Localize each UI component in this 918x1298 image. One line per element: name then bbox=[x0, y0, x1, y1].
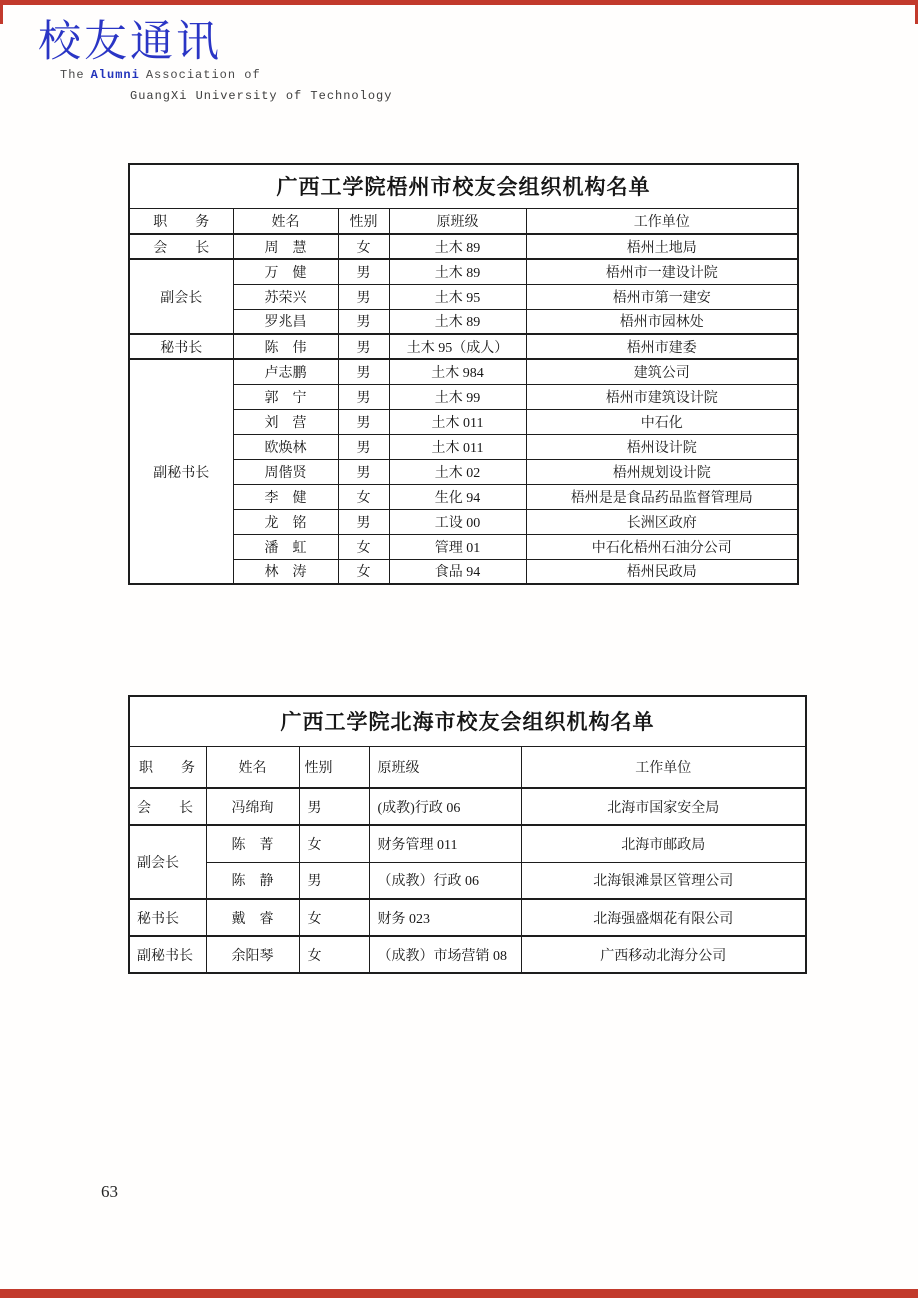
gender-cell: 女 bbox=[299, 825, 369, 862]
cls-cell: 生化 94 bbox=[389, 484, 526, 509]
gender-cell: 男 bbox=[338, 509, 389, 534]
org-cell: 梧州市建筑设计院 bbox=[526, 384, 798, 409]
role-cell: 会 长 bbox=[129, 234, 233, 259]
cls-cell: 土木 95（成人） bbox=[389, 334, 526, 359]
name-cell: 罗兆昌 bbox=[233, 309, 338, 334]
cls-cell: （成教）行政 06 bbox=[369, 862, 521, 899]
table-row bbox=[129, 359, 798, 384]
gender-cell: 男 bbox=[338, 359, 389, 384]
name-cell: 戴 睿 bbox=[206, 899, 299, 936]
table-header-row bbox=[129, 746, 806, 788]
role-cell: 秘书长 bbox=[129, 899, 206, 936]
column-header-class: 原班级 bbox=[369, 746, 521, 788]
gender-cell: 男 bbox=[338, 409, 389, 434]
name-cell: 周偕贤 bbox=[233, 459, 338, 484]
org-cell: 梧州市一建设计院 bbox=[526, 259, 798, 284]
name-cell: 李 健 bbox=[233, 484, 338, 509]
table-title: 广西工学院北海市校友会组织机构名单 bbox=[129, 696, 806, 746]
top-accent-bar bbox=[0, 0, 918, 5]
cls-cell: 工设 00 bbox=[389, 509, 526, 534]
gender-cell: 男 bbox=[338, 309, 389, 334]
name-cell: 欧焕林 bbox=[233, 434, 338, 459]
cls-cell: 土木 984 bbox=[389, 359, 526, 384]
org-cell: 广西移动北海分公司 bbox=[521, 936, 806, 973]
org-cell: 梧州市园林处 bbox=[526, 309, 798, 334]
role-cell: 会 长 bbox=[129, 788, 206, 825]
gender-cell: 男 bbox=[338, 284, 389, 309]
name-cell: 陈 静 bbox=[206, 862, 299, 899]
cls-cell: 土木 99 bbox=[389, 384, 526, 409]
gender-cell: 女 bbox=[338, 559, 389, 584]
gender-cell: 男 bbox=[299, 862, 369, 899]
org-cell: 中石化 bbox=[526, 409, 798, 434]
table-row bbox=[129, 788, 806, 825]
table-row bbox=[129, 234, 798, 259]
column-header-workunit: 工作单位 bbox=[521, 746, 806, 788]
org-cell: 梧州规划设计院 bbox=[526, 459, 798, 484]
name-cell: 万 健 bbox=[233, 259, 338, 284]
cls-cell: 财务 023 bbox=[369, 899, 521, 936]
org-cell: 北海强盛烟花有限公司 bbox=[521, 899, 806, 936]
gender-cell: 女 bbox=[338, 484, 389, 509]
gender-cell: 男 bbox=[338, 459, 389, 484]
gender-cell: 女 bbox=[299, 936, 369, 973]
table-row bbox=[129, 334, 798, 359]
gender-cell: 男 bbox=[338, 259, 389, 284]
cls-cell: 土木 02 bbox=[389, 459, 526, 484]
bottom-accent-bar bbox=[0, 1289, 918, 1298]
role-cell: 副会长 bbox=[129, 825, 206, 899]
org-cell: 梧州是是食品药品监督管理局 bbox=[526, 484, 798, 509]
gender-cell: 男 bbox=[338, 384, 389, 409]
gender-cell: 女 bbox=[338, 534, 389, 559]
column-header-name: 姓名 bbox=[233, 208, 338, 234]
column-header-gender: 性别 bbox=[338, 208, 389, 234]
org-cell: 北海银滩景区管理公司 bbox=[521, 862, 806, 899]
cls-cell: 管理 01 bbox=[389, 534, 526, 559]
org-cell: 梧州民政局 bbox=[526, 559, 798, 584]
newsletter-logo-subtitle-line1 bbox=[60, 68, 392, 82]
gender-cell: 男 bbox=[338, 334, 389, 359]
table-row bbox=[129, 862, 806, 899]
name-cell: 龙 铭 bbox=[233, 509, 338, 534]
cls-cell: 土木 95 bbox=[389, 284, 526, 309]
table-title: 广西工学院梧州市校友会组织机构名单 bbox=[129, 164, 798, 208]
beihai-alumni-roster-table bbox=[128, 695, 807, 974]
newsletter-logo bbox=[38, 20, 392, 103]
role-cell: 秘书长 bbox=[129, 334, 233, 359]
logo-subtitle-word: Alumni bbox=[90, 68, 140, 83]
name-cell: 陈 伟 bbox=[233, 334, 338, 359]
column-header-workunit: 工作单位 bbox=[526, 208, 798, 234]
logo-subtitle-word: Association of bbox=[145, 68, 261, 83]
name-cell: 苏荣兴 bbox=[233, 284, 338, 309]
org-cell: 梧州设计院 bbox=[526, 434, 798, 459]
cls-cell: (成教)行政 06 bbox=[369, 788, 521, 825]
cls-cell: 食品 94 bbox=[389, 559, 526, 584]
org-cell: 中石化梧州石油分公司 bbox=[526, 534, 798, 559]
table-row bbox=[129, 899, 806, 936]
role-cell: 副秘书长 bbox=[129, 359, 233, 584]
newsletter-logo-subtitle-line2: GuangXi University of Technology bbox=[130, 89, 393, 104]
name-cell: 陈 菁 bbox=[206, 825, 299, 862]
table-row bbox=[129, 936, 806, 973]
table-row bbox=[129, 825, 806, 862]
role-cell: 副会长 bbox=[129, 259, 233, 334]
cls-cell: 财务管理 011 bbox=[369, 825, 521, 862]
name-cell: 冯绵珣 bbox=[206, 788, 299, 825]
column-header-class: 原班级 bbox=[389, 208, 526, 234]
table-title-row bbox=[129, 164, 798, 208]
gender-cell: 女 bbox=[338, 234, 389, 259]
gender-cell: 男 bbox=[299, 788, 369, 825]
column-header-role: 职 务 bbox=[129, 746, 206, 788]
name-cell: 潘 虹 bbox=[233, 534, 338, 559]
name-cell: 林 涛 bbox=[233, 559, 338, 584]
gender-cell: 女 bbox=[299, 899, 369, 936]
wuzhou-alumni-roster-table bbox=[128, 163, 799, 585]
name-cell: 卢志鹏 bbox=[233, 359, 338, 384]
column-header-name: 姓名 bbox=[206, 746, 299, 788]
cls-cell: 土木 89 bbox=[389, 309, 526, 334]
org-cell: 梧州市建委 bbox=[526, 334, 798, 359]
newsletter-logo-title: 校友通讯 bbox=[38, 18, 222, 66]
role-cell: 副秘书长 bbox=[129, 936, 206, 973]
table-title-row bbox=[129, 696, 806, 746]
org-cell: 北海市国家安全局 bbox=[521, 788, 806, 825]
column-header-role: 职 务 bbox=[129, 208, 233, 234]
table-header-row bbox=[129, 208, 798, 234]
name-cell: 周 慧 bbox=[233, 234, 338, 259]
table-row bbox=[129, 259, 798, 284]
cls-cell: （成教）市场营销 08 bbox=[369, 936, 521, 973]
cls-cell: 土木 89 bbox=[389, 234, 526, 259]
org-cell: 长洲区政府 bbox=[526, 509, 798, 534]
org-cell: 建筑公司 bbox=[526, 359, 798, 384]
gender-cell: 男 bbox=[338, 434, 389, 459]
left-edge-accent bbox=[0, 0, 3, 24]
org-cell: 梧州市第一建安 bbox=[526, 284, 798, 309]
name-cell: 郭 宁 bbox=[233, 384, 338, 409]
name-cell: 余阳琴 bbox=[206, 936, 299, 973]
logo-subtitle-word: The bbox=[60, 68, 85, 83]
org-cell: 北海市邮政局 bbox=[521, 825, 806, 862]
name-cell: 刘 营 bbox=[233, 409, 338, 434]
cls-cell: 土木 011 bbox=[389, 409, 526, 434]
column-header-gender: 性别 bbox=[299, 746, 369, 788]
org-cell: 梧州土地局 bbox=[526, 234, 798, 259]
cls-cell: 土木 011 bbox=[389, 434, 526, 459]
cls-cell: 土木 89 bbox=[389, 259, 526, 284]
page-number: 63 bbox=[101, 1182, 118, 1201]
